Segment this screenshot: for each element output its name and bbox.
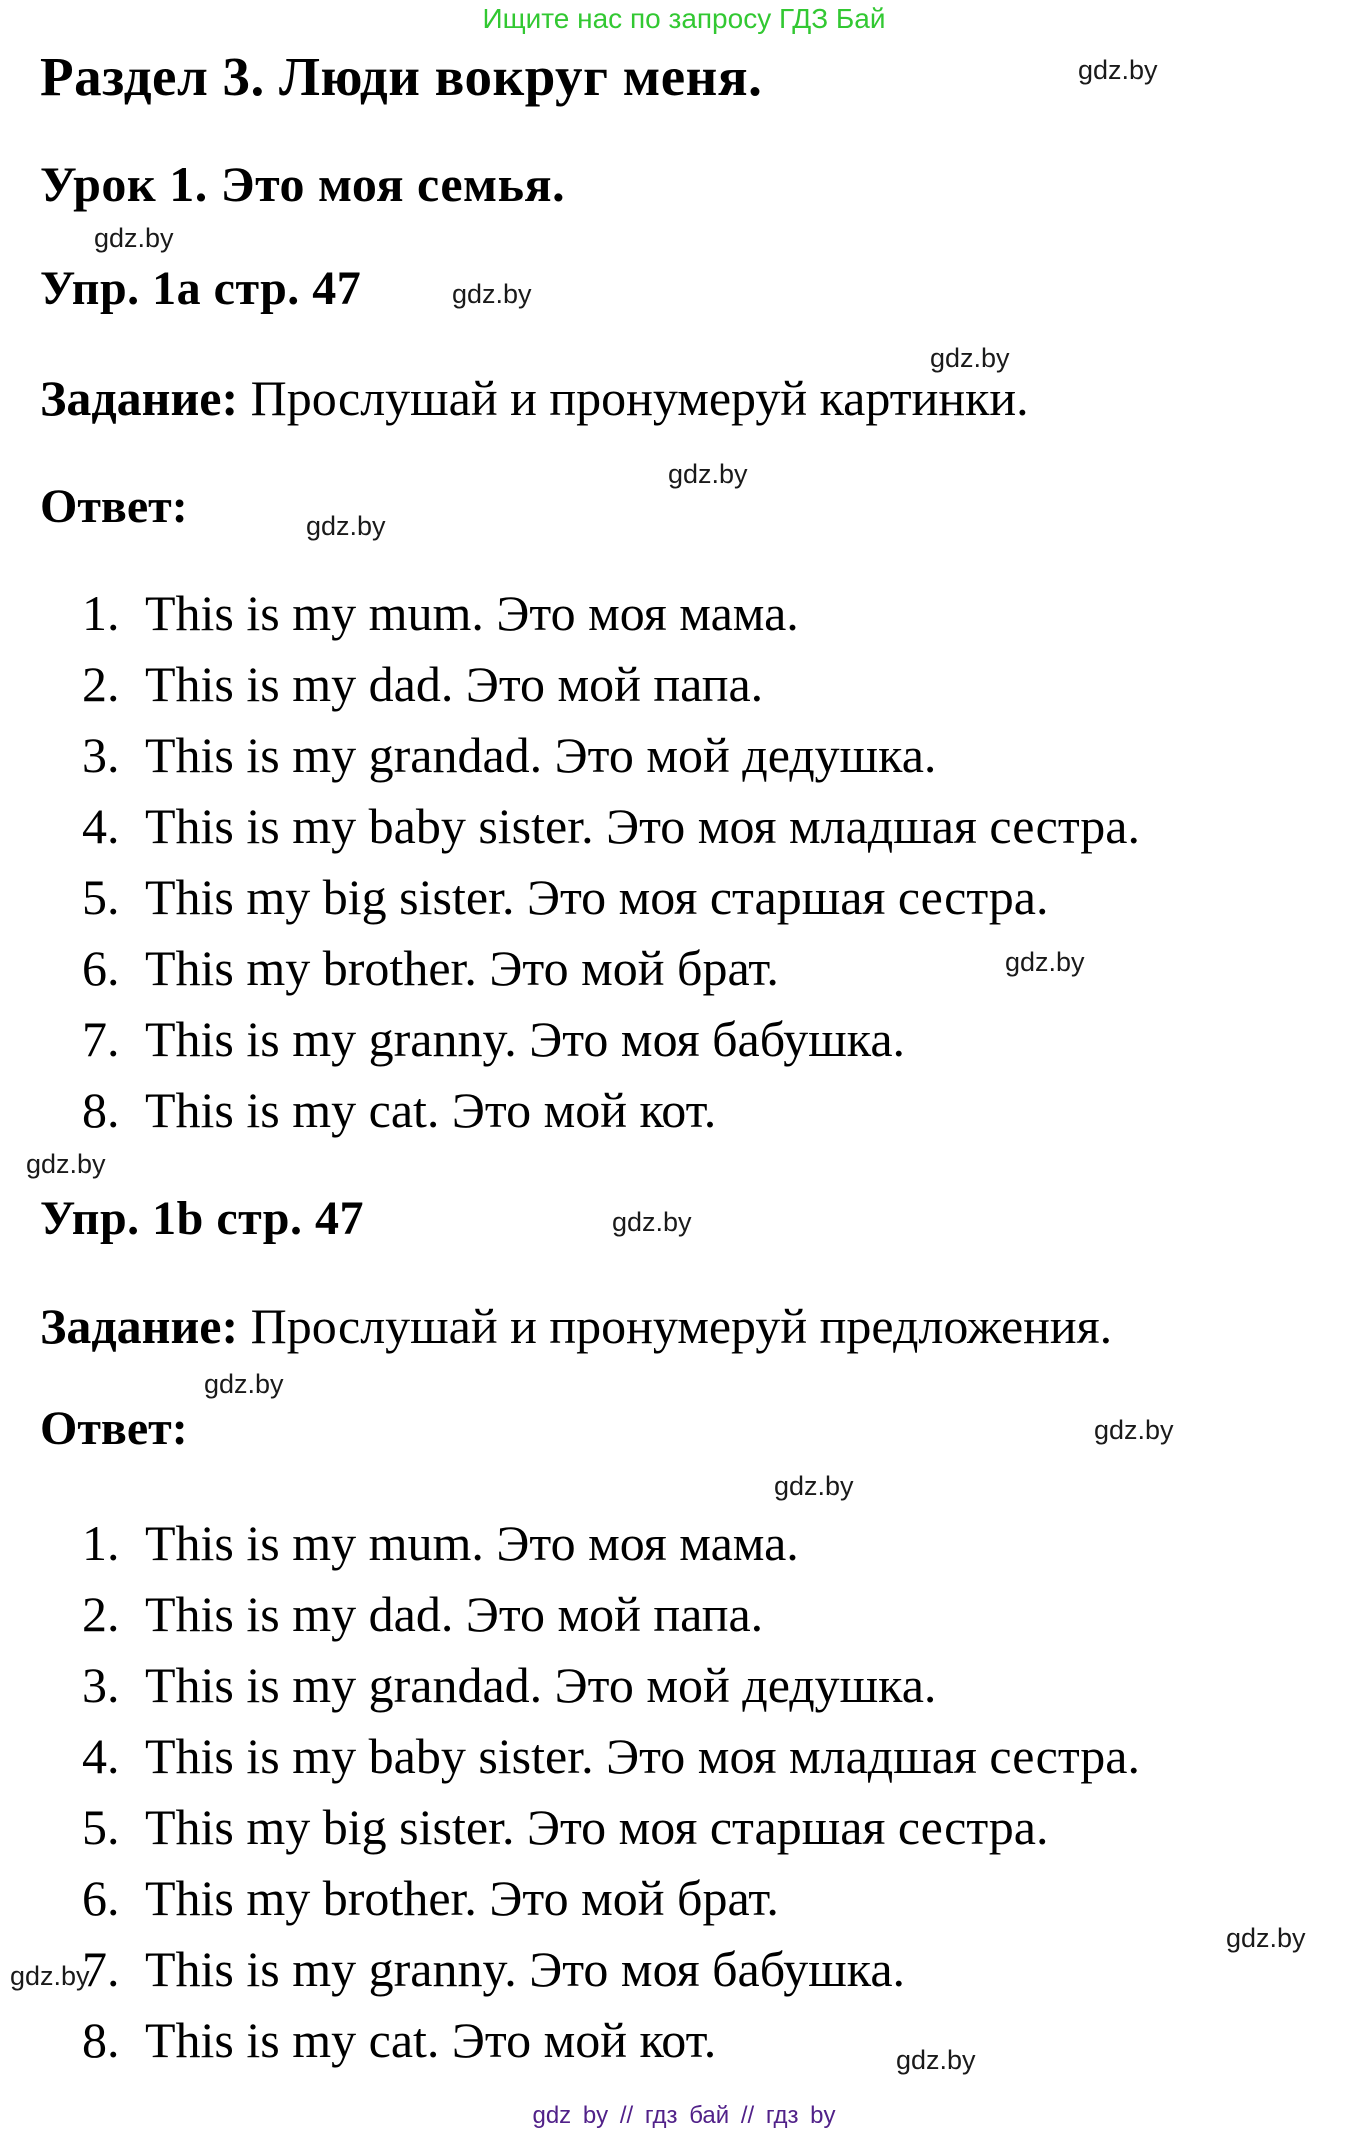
task-text: Прослушай и пронумеруй картинки. <box>250 370 1029 426</box>
list-item-number: 4. <box>82 798 120 854</box>
list-item-text: This my brother. Это мой брат. <box>145 940 779 996</box>
section-title: Раздел 3. Люди вокруг меня. <box>40 46 763 107</box>
list-item-text: This is my baby sister. Это моя младшая сестра. <box>145 1728 1140 1784</box>
task-label: Задание: <box>40 370 239 426</box>
list-item-text: This is my cat. Это мой кот. <box>145 1082 717 1138</box>
list-item-text: This my brother. Это мой брат. <box>145 1870 779 1926</box>
gdz-watermark: gdz.by <box>1005 947 1085 977</box>
list-item-number: 2. <box>82 656 120 712</box>
answer-list-1a <box>82 578 1140 1146</box>
gdz-watermark: gdz.by <box>1226 1923 1306 1953</box>
list-item <box>82 1792 1140 1863</box>
list-item-number: 4. <box>82 1728 120 1784</box>
task-label: Задание: <box>40 1298 239 1354</box>
list-item-number: 7. <box>82 1941 120 1997</box>
answer-list-1b <box>82 1508 1140 2076</box>
list-item-number: 1. <box>82 585 120 641</box>
task-line-1b <box>40 1300 1112 1353</box>
list-item-text: This is my cat. Это мой кот. <box>145 2012 717 2068</box>
list-item <box>82 862 1140 933</box>
list-item-number: 5. <box>82 1799 120 1855</box>
gdz-watermark: gdz.by <box>896 2045 976 2075</box>
task-line-1a <box>40 372 1029 425</box>
list-item <box>82 1004 1140 1075</box>
gdz-watermark: gdz.by <box>774 1471 854 1501</box>
list-item <box>82 1934 1140 2005</box>
list-item-number: 6. <box>82 1870 120 1926</box>
gdz-watermark: gdz.by <box>204 1369 284 1399</box>
list-item <box>82 578 1140 649</box>
list-item <box>82 720 1140 791</box>
list-item-text: This is my grandad. Это мой дедушка. <box>145 1657 937 1713</box>
list-item-text: This is my baby sister. Это моя младшая сестра. <box>145 798 1140 854</box>
list-item <box>82 1075 1140 1146</box>
answer-label-1a: Ответ: <box>40 480 188 533</box>
list-item-number: 8. <box>82 2012 120 2068</box>
list-item <box>82 1508 1140 1579</box>
gdz-watermark: gdz.by <box>1094 1415 1174 1445</box>
list-item-text: This my big sister. Это моя старшая сестра. <box>145 869 1049 925</box>
list-item-text: This is my granny. Это моя бабушка. <box>145 1011 906 1067</box>
list-item-text: This is my mum. Это моя мама. <box>145 1515 799 1571</box>
promo-banner: Ищите нас по запросу ГДЗ Бай <box>482 3 886 34</box>
exercise-1a-title: Упр. 1a стр. 47 <box>40 262 362 315</box>
list-item-number: 6. <box>82 940 120 996</box>
list-item <box>82 1721 1140 1792</box>
list-item-text: This is my dad. Это мой папа. <box>145 1586 764 1642</box>
list-item <box>82 791 1140 862</box>
list-item <box>82 1863 1140 1934</box>
list-item-number: 7. <box>82 1011 120 1067</box>
answer-label-1b: Ответ: <box>40 1402 188 1455</box>
list-item <box>82 1579 1140 1650</box>
gdz-watermark: gdz.by <box>452 279 532 309</box>
list-item <box>82 2005 1140 2076</box>
list-item-text: This is my dad. Это мой папа. <box>145 656 764 712</box>
gdz-watermark: gdz.by <box>612 1207 692 1237</box>
gdz-watermark: gdz.by <box>306 511 386 541</box>
site-footer: gdz by // гдз бай // гдз by <box>532 2102 836 2129</box>
list-item-text: This my big sister. Это моя старшая сестра. <box>145 1799 1049 1855</box>
lesson-title: Урок 1. Это моя семья. <box>40 156 566 212</box>
list-item-number: 3. <box>82 1657 120 1713</box>
list-item-number: 2. <box>82 1586 120 1642</box>
list-item-text: This is my grandad. Это мой дедушка. <box>145 727 937 783</box>
list-item <box>82 649 1140 720</box>
list-item <box>82 1650 1140 1721</box>
list-item-text: This is my mum. Это моя мама. <box>145 585 799 641</box>
exercise-1b-title: Упр. 1b стр. 47 <box>40 1192 364 1245</box>
task-text: Прослушай и пронумеруй предложения. <box>250 1298 1113 1354</box>
gdz-watermark: gdz.by <box>668 459 748 489</box>
gdz-watermark: gdz.by <box>10 1961 90 1991</box>
gdz-watermark: gdz.by <box>1078 55 1158 85</box>
list-item-text: This is my granny. Это моя бабушка. <box>145 1941 906 1997</box>
list-item-number: 8. <box>82 1082 120 1138</box>
gdz-watermark: gdz.by <box>94 223 174 253</box>
list-item-number: 1. <box>82 1515 120 1571</box>
list-item-number: 3. <box>82 727 120 783</box>
gdz-watermark: gdz.by <box>26 1149 106 1179</box>
list-item-number: 5. <box>82 869 120 925</box>
list-item <box>82 933 1140 1004</box>
gdz-watermark: gdz.by <box>930 343 1010 373</box>
